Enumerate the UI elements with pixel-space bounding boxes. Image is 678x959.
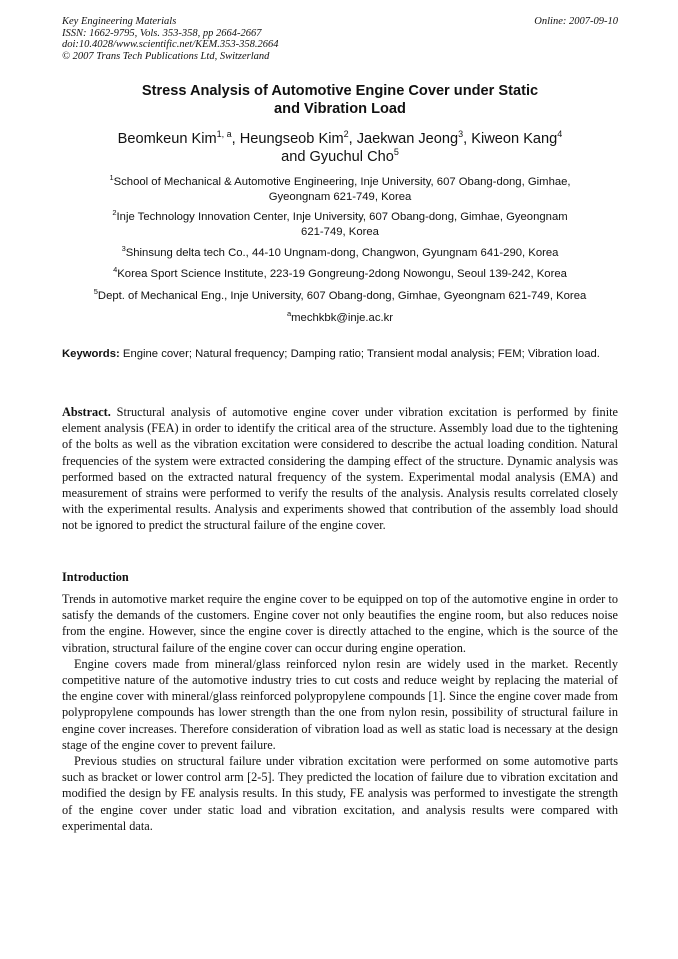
journal-header <box>62 16 618 62</box>
affiliation-text: Korea Sport Science Institute, 223-19 Gongreung-2dong Nowongu, Seoul 139-242, Korea <box>117 268 567 280</box>
author-name: Kiweon Kang <box>471 131 558 147</box>
affiliation-1 <box>62 175 618 204</box>
paper-title <box>62 82 618 118</box>
paragraph: Previous studies on structural failure under vibration excitation were performed on some automotive parts such as bracket or lower control arm [2-5]. They predicted the location of failure due to vibration excitation and modified the design by FE analysis results. In this study, FE analysis was performed to investigate the strength of the engine cover under static load and vibration excitation, and analysis results were compared with experimental data. <box>62 754 618 833</box>
author-name: Heungseob Kim <box>239 131 344 147</box>
author-sup: 3 <box>458 129 464 140</box>
author-sep: , <box>463 131 472 147</box>
corresponding-email <box>62 311 618 326</box>
abstract-text: Structural analysis of automotive engine cover under vibration excitation is performed by finite element analysis (FEA) in order to identify the critical area of the structure. Assembly load due to the tightening of the bolts as well as the vibration excitation were considered to describe the actual loading condition. Natural frequencies of the system were extracted considering the damping effect of the structure. Dynamic analysis was performed based on the extracted natural frequency of the system. Experimental modal analysis (EMA) and measurement of strains were performed to verify the results of the analysis. Analysis results correlated closely with the experimental results. Analysis and experiments showed that contribution of the assembly load should not be ignored to predict the structural failure of the engine cover. <box>62 405 618 533</box>
title-line-1: Stress Analysis of Automotive Engine Cover under Static <box>141 83 539 99</box>
email-text: mechkbk@inje.ac.kr <box>291 312 394 324</box>
author-sup: 5 <box>393 147 399 158</box>
author-line-2 <box>62 148 618 166</box>
affiliation-4 <box>62 267 618 282</box>
abstract-label: Abstract. <box>62 405 111 419</box>
affiliation-text-2: 621-749, Korea <box>301 225 379 238</box>
author-sep: , <box>231 131 240 147</box>
affiliation-text: School of Mechanical & Automotive Engineering, Inje University, 607 Obang-dong, Gimhae, <box>113 176 571 188</box>
affiliation-2 <box>62 210 618 239</box>
introduction-body <box>62 591 618 834</box>
email-sup: a <box>286 309 292 319</box>
keywords-block <box>62 345 618 363</box>
affiliation-sup: 4 <box>113 265 118 275</box>
paragraph: Trends in automotive market require the engine cover to be equipped on top of the automotive engine in order to satisfy the demands of the customers. Engine cover not only beautifies the engine room, but also reduces noise from the engine. However, since the engine cover is directly attached to the engine, which is the source of the vibration, structural failure of the engine cover can occur during engine operation. <box>62 592 618 655</box>
affiliation-sup: 1 <box>109 173 114 183</box>
affiliation-sup: 3 <box>121 244 126 254</box>
author-list <box>62 130 618 166</box>
paragraph: Engine covers made from mineral/glass reinforced nylon resin are widely used in the market. Recently competitive nature of the automotive industry tries to cut costs and reduce weight by replacing the material of the engine cover with mineral/glass reinforced polypropylene compounds [1]. Since the engine cover made from polypropylene compounds has lower strength than the one from nylon resin, possibility of structural failure in engine cover increases. Therefore consideration of vibration load as well as static load is necessary at the design stage of the engine cover to prevent failure. <box>62 656 618 752</box>
affiliation-text: Shinsung delta tech Co., 44-10 Ungnam-dong, Changwon, Gyungnam 641-290, Korea <box>125 247 559 259</box>
journal-name: Key Engineering Materials <box>62 16 177 27</box>
author-sup: 1, a <box>216 129 232 140</box>
author-line-1 <box>62 130 618 148</box>
affiliation-text: Dept. of Mechanical Eng., Inje University, 607 Obang-dong, Gimhae, Gyeongnam 621-749, Korea <box>97 290 587 302</box>
author-sep: , <box>348 131 357 147</box>
affiliation-sup: 2 <box>112 208 117 218</box>
author-name: Jaekwan Jeong <box>356 131 459 147</box>
copyright-line: © 2007 Trans Tech Publications Ltd, Switzerland <box>62 50 270 62</box>
section-heading-introduction: Introduction <box>62 570 129 584</box>
affiliation-5 <box>62 289 618 304</box>
keywords-text: Engine cover; Natural frequency; Damping ratio; Transient modal analysis; FEM; Vibration load. <box>122 348 600 360</box>
online-date: Online: 2007-09-10 <box>534 16 618 27</box>
affiliation-text: Inje Technology Innovation Center, Inje University, 607 Obang-dong, Gimhae, Gyeongnam <box>116 211 568 223</box>
author-name: and Gyuchul Cho <box>281 149 394 165</box>
affiliation-sup: 5 <box>93 287 98 297</box>
affiliation-3 <box>62 246 618 261</box>
title-line-2: and Vibration Load <box>274 101 406 117</box>
abstract-block <box>62 404 618 534</box>
author-sup: 2 <box>343 129 349 140</box>
issn-line: ISSN: 1662-9795, Vols. 353-358, pp 2664-2667 <box>62 27 262 39</box>
doi-line: doi:10.4028/www.scientific.net/KEM.353-358.2664 <box>62 39 279 51</box>
author-name: Beomkeun Kim <box>117 131 217 147</box>
affiliation-text-2: Gyeongnam 621-749, Korea <box>268 190 412 203</box>
author-sup: 4 <box>557 129 563 140</box>
keywords-label: Keywords: <box>62 348 120 360</box>
